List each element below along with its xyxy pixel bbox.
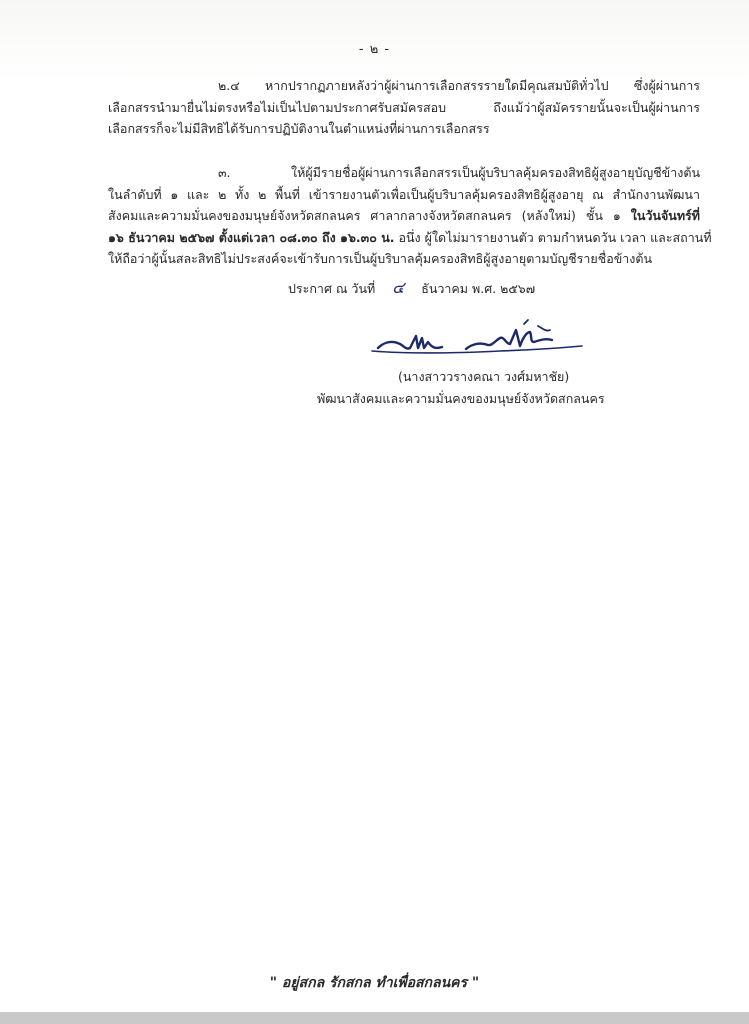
paragraph-line: ในลำดับที่ ๑ และ ๒ ทั้ง ๒ พื้นที่ เข้ารายงานตัวเพื่อเป็นผู้บริบาลคุ้มครองสิทธิผู้สูงอายุ ณ สำนักงานพัฒนา — [108, 186, 700, 202]
handwritten-day: ๔ — [392, 278, 405, 297]
line-text: อนึ่ง ผู้ใดไม่มารายงานตัว ตามกำหนดวัน เวลา และสถานที่ — [398, 229, 712, 245]
paragraph-line: ๓. ให้ผู้มีรายชื่อผู้ผ่านการเลือกสรรเป็นผู้บริบาลคุ้มครองสิทธิผู้สูงอายุบัญชีข้างต้น — [218, 165, 700, 180]
paragraph-2-4 — [108, 75, 700, 140]
signer-name: (นางสาววรางคณา วงศ์มหาชัย) — [398, 369, 570, 384]
paragraph-line: เลือกสรรก็จะไม่มีสิทธิได้รับการปฏิบัติงานในตำแหน่งที่ผ่านการเลือกสรร — [108, 121, 490, 136]
paragraph-line: เลือกสรรนำมายื่นไม่ตรงหรือไม่เป็นไปตามประกาศรับสมัครสอบ ถึงแม้ว่าผู้สมัครรายนั้นจะเป็นผู้ผ่านการ — [108, 99, 700, 115]
footer-motto: " อยู่สกล รักสกล ทำเพื่อสกลนคร " — [269, 975, 480, 991]
paragraph-line: ให้ถือว่าผู้นั้นสละสิทธิไม่ประสงค์จะเข้ารับการเป็นผู้บริบาลคุ้มครองสิทธิผู้สูงอายุตามบัญชีรายชื่อข้างต้น — [108, 251, 653, 266]
paragraph-line: ๒.๔ หากปรากฏภายหลังว่าผู้ผ่านการเลือกสรรรายใดมีคุณสมบัติทั่วไป ซึ่งผู้ผ่านการ — [218, 78, 700, 93]
line-bold-text: ๑๖ ธันวาคม ๒๕๖๗ ตั้งแต่เวลา ๐๘.๓๐ ถึง ๑๖.๓๐ น. — [108, 229, 395, 245]
signer-position: พัฒนาสังคมและความมั่นคงของมนุษย์จังหวัดสกลนคร — [317, 391, 605, 406]
line-bold-text: ในวันจันทร์ที่ — [630, 208, 701, 223]
paragraph-line — [108, 205, 700, 227]
handwritten-signature — [370, 318, 590, 368]
announcement-suffix: ธันวาคม พ.ศ. ๒๕๖๗ — [421, 281, 536, 296]
announcement-date — [288, 276, 535, 301]
line-text: สังคมและความมั่นคงของมนุษย์จังหวัดสกลนคร ศาลากลางจังหวัดสกลนคร (หลังใหม่) ชั้น ๑ — [108, 208, 621, 223]
announcement-prefix: ประกาศ ณ วันที่ — [288, 281, 376, 296]
page-number: - ๒ - — [358, 42, 391, 57]
paragraph-line — [108, 227, 712, 249]
scan-bottom-border — [0, 1012, 749, 1024]
paragraph-3 — [108, 162, 712, 270]
